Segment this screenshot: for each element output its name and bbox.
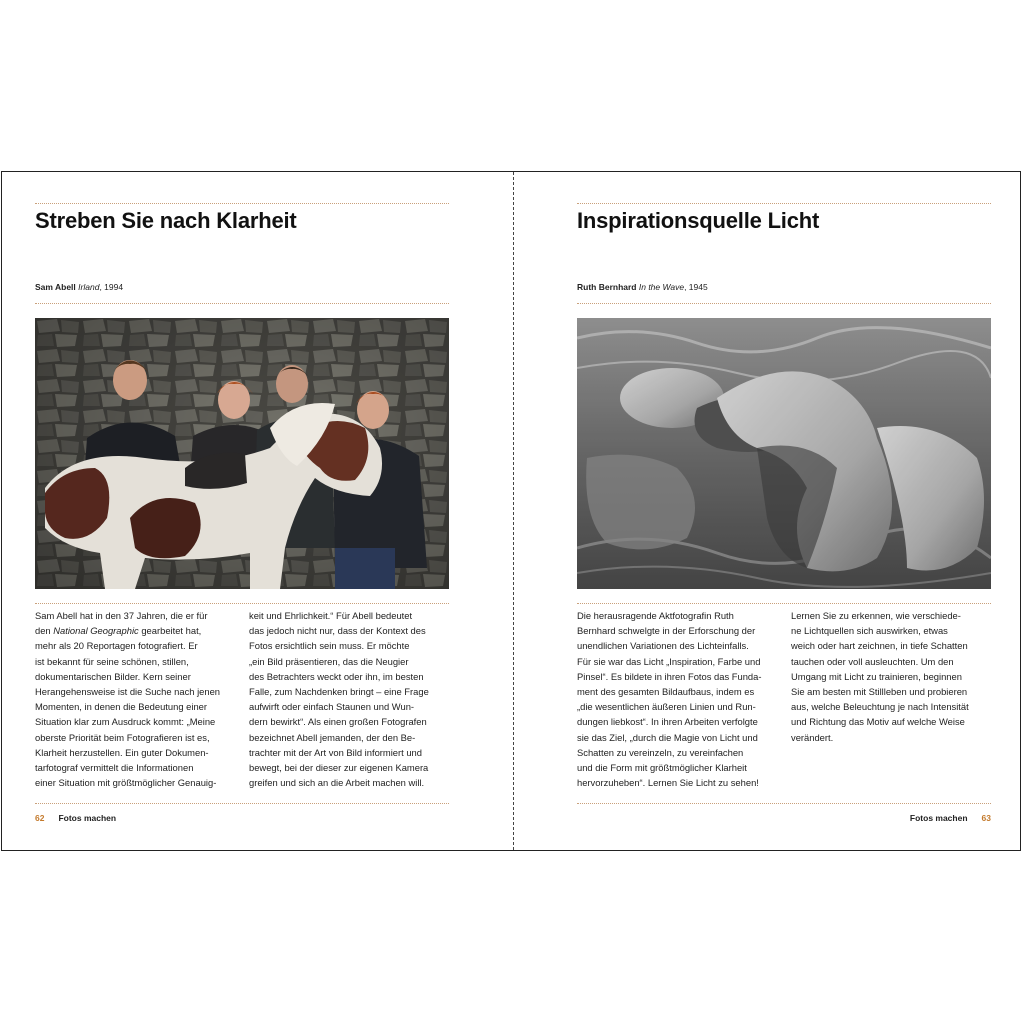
page-footer	[910, 813, 991, 823]
text-line: tarfotograf vermittelt die Informationen	[35, 762, 194, 774]
text-line: sie das Ziel, „durch die Magie von Licht und	[577, 731, 758, 743]
text-line: aus, welche Beleuchtung je nach Intensität	[791, 701, 969, 713]
text-line: weich oder hart zeichnen, in tiefe Schatten	[791, 640, 968, 652]
work-title: Irland	[78, 282, 100, 292]
divider	[577, 203, 991, 204]
running-head: Fotos machen	[58, 813, 117, 823]
text-line: Fotos ersichtlich sein muss. Er möchte	[249, 640, 410, 652]
text-line: trachter mit der Art von Bild informiert und	[249, 746, 422, 758]
text-line: den National Geographic gearbeitet hat,	[35, 625, 202, 637]
body-text-column-1	[577, 608, 777, 790]
photographer-name: Ruth Bernhard	[577, 282, 637, 292]
text-line: tauchen oder voll ausleuchten. Um den	[791, 655, 954, 667]
text-line: dokumentarischen Bilder. Kern seiner	[35, 670, 191, 682]
text-line: unendlichen Variationen des Lichteinfalls.	[577, 640, 749, 652]
divider	[35, 603, 449, 604]
text-line: Falle, zum Nachdenken bringt – eine Frage	[249, 686, 429, 698]
page-title: Streben Sie nach Klarheit	[35, 208, 297, 233]
text-line: „ein Bild präsentieren, das die Neugier	[249, 655, 409, 667]
page-number: 62	[35, 813, 45, 823]
text-line: dern bewirkt“. Als einen großen Fotografen	[249, 716, 427, 728]
divider	[577, 303, 991, 304]
text-line: mehr als 20 Reportagen fotografiert. Er	[35, 640, 198, 652]
text-line: ist bekannt für seine schönen, stillen,	[35, 655, 189, 667]
text-line: einer Situation mit größtmöglicher Genauig-	[35, 777, 217, 789]
running-head: Fotos machen	[909, 813, 968, 823]
text-line: ment des gesamten Bildaufbaus, indem es	[577, 686, 755, 698]
text-line: Momenten, in denen die Bedeutung einer	[35, 701, 208, 713]
text-line: bewegt, bei der dieser zur eigenen Kamera	[249, 762, 429, 774]
work-title: In the Wave	[638, 282, 685, 292]
text-line: Für sie war das Licht „Inspiration, Farbe und	[577, 655, 761, 667]
text-line: Lernen Sie zu erkennen, wie verschiede-	[791, 610, 961, 621]
right-page	[577, 172, 991, 850]
text-line: Pinsel“. Es bildete in ihren Fotos das Funda-	[577, 670, 762, 682]
text-line: ne Lichtquellen sich auswirken, etwas	[791, 625, 948, 637]
photo-boys-with-pony	[35, 318, 449, 589]
photo-figure-in-wave	[577, 318, 991, 589]
text-line: bezeichnet Abell jemanden, der den Be-	[249, 731, 416, 743]
text-line: verändert.	[791, 731, 834, 743]
text-line: dungen liebkost“. In ihren Arbeiten verfolgte	[577, 716, 758, 728]
text-line: Klarheit herzustellen. Ein guter Dokumen-	[35, 746, 209, 758]
text-line: hervorzuheben“. Lernen Sie Licht zu sehen!	[577, 777, 759, 789]
page-fold	[513, 172, 514, 850]
body-text-column-2	[791, 608, 991, 745]
text-line: Umgang mit Licht zu trainieren, beginnen	[791, 670, 962, 682]
body-text-column-1	[35, 608, 235, 790]
photo-credit	[577, 282, 708, 292]
text-line: Sam Abell hat in den 37 Jahren, die er für	[35, 610, 208, 621]
text-line: greifen und sich an die Arbeit machen will.	[249, 777, 425, 789]
body-text-column-2	[249, 608, 449, 790]
work-year: , 1994	[99, 282, 124, 292]
text-line: Herangehensweise ist die Suche nach jenen	[35, 686, 221, 698]
page-title: Inspirationsquelle Licht	[577, 208, 820, 233]
left-page	[35, 172, 449, 850]
text-line: das jedoch nicht nur, dass der Kontext des	[249, 625, 426, 637]
page-footer	[35, 813, 116, 823]
text-line: aufwirft oder einfach Staunen und Wun-	[249, 701, 415, 713]
text-line: oberste Priorität beim Fotografieren ist es,	[35, 731, 210, 743]
divider	[35, 203, 449, 204]
text-line: Situation klar zum Ausdruck kommt: „Meine	[35, 716, 216, 728]
text-line: Bernhard schwelgte in der Erforschung der	[577, 625, 756, 637]
text-line: des Betrachters weckt oder ihn, im besten	[249, 670, 424, 682]
text-line: keit und Ehrlichkeit.“ Für Abell bedeutet	[249, 610, 413, 621]
work-year: , 1945	[684, 282, 708, 292]
text-line: und die Form mit größtmöglicher Klarheit	[577, 762, 747, 774]
divider	[577, 603, 991, 604]
photographer-name: Sam Abell	[35, 282, 76, 292]
text-line: Schatten zu vereinzeln, zu vereinfachen	[577, 746, 744, 758]
text-line: „die wesentlichen äußeren Linien und Run-	[577, 701, 756, 713]
text-line: und Richtung das Motiv auf welche Weise	[791, 716, 965, 728]
photo-credit	[35, 282, 123, 292]
divider	[577, 803, 991, 804]
book-spread	[1, 171, 1021, 851]
page-number: 63	[981, 813, 991, 823]
divider	[35, 803, 449, 804]
divider	[35, 303, 449, 304]
text-line: Sie am besten mit Stillleben und probieren	[791, 686, 968, 698]
text-line: Die herausragende Aktfotografin Ruth	[577, 610, 734, 621]
